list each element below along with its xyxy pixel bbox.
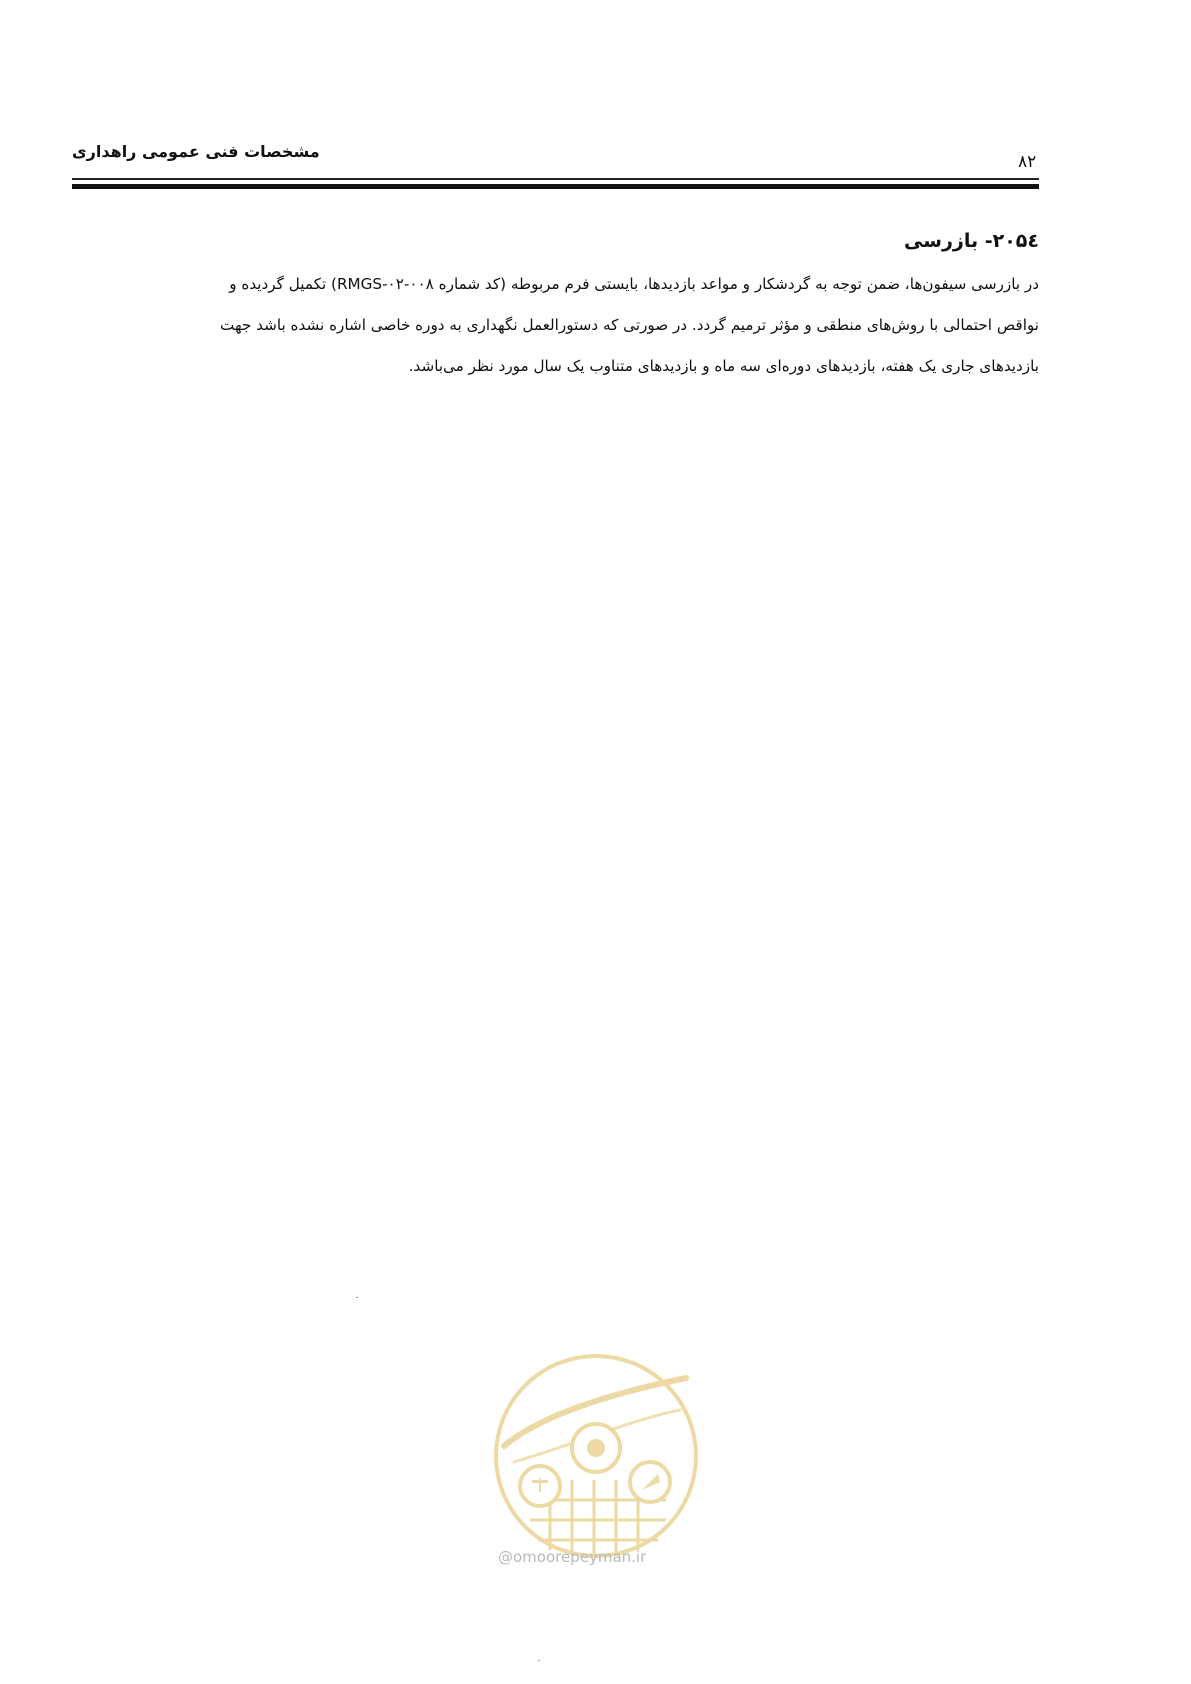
page-number: ۸۲: [1018, 152, 1037, 172]
scan-speck: [356, 1297, 358, 1298]
watermark-caption: [498, 1548, 646, 1566]
paragraph-line-1: در بازرسی سیفون‌ها، ضمن توجه به گردشکار و مواعد بازدیدها، بایستی فرم مربوطه (کد شماره ۰۰۸-۰۲-RMGS) تکمیل گردیده و: [229, 275, 1039, 293]
paragraph-line-2: نواقص احتمالی با روش‌های منطقی و مؤثر ترمیم گردد. در صورتی که دستورالعمل نگهداری به دوره خاصی اشاره نشده باشد جهت: [220, 316, 1039, 334]
scan-speck: [538, 1660, 540, 1661]
header-rule-thin: [72, 178, 1039, 180]
section-heading: ۲۰۵٤- بازرسی: [904, 230, 1039, 252]
section-paragraph: [72, 264, 1039, 387]
running-header-title: مشخصات فنی عمومی راهداری: [72, 142, 320, 161]
paragraph-line-3: بازدیدهای جاری یک هفته، بازدیدهای دوره‌ای سه ماه و بازدیدهای متناوب یک سال مورد نظر می‌باشد.: [408, 357, 1039, 375]
at-icon: @: [498, 1548, 513, 1566]
watermark-logo: [490, 1350, 702, 1562]
watermark-caption-text: omoorepeyman.ir: [513, 1548, 647, 1566]
header-rule-thick: [72, 184, 1039, 189]
